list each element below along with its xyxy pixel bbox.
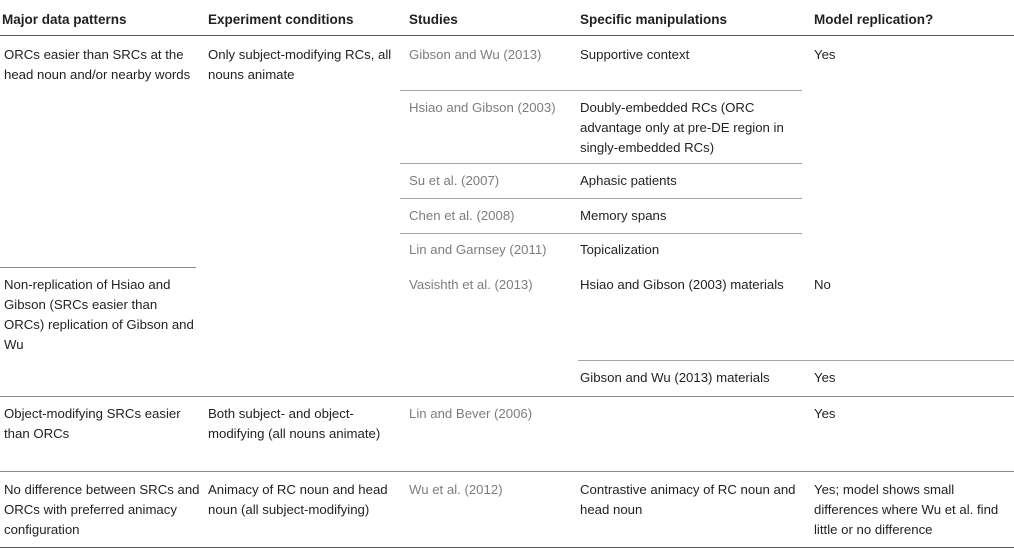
row1-study-4: Chen et al. (2008): [409, 208, 515, 223]
row4-replication: Yes; model shows small differences where Wu et al. find little or no difference: [814, 482, 999, 537]
row2-replication-2: Yes: [814, 370, 836, 385]
row1-study-1: Gibson and Wu (2013): [409, 47, 542, 62]
row1-pattern: ORCs easier than SRCs at the head noun and/or nearby words: [4, 47, 191, 82]
row1-condition: Only subject-modifying RCs, all nouns animate: [208, 47, 392, 82]
row1-divider-4: [400, 233, 802, 234]
row1-study-5: Lin and Garnsey (2011): [409, 242, 547, 257]
row1-study-2: Hsiao and Gibson (2003): [409, 100, 556, 115]
header-major-data-patterns: Major data patterns: [2, 12, 127, 27]
row1-manipulation-4: Memory spans: [580, 208, 667, 223]
row1-bottom-divider-left: [0, 267, 196, 268]
row1-divider-3: [400, 198, 802, 199]
row3-replication: Yes: [814, 406, 836, 421]
row2-bottom-divider: [0, 396, 1014, 397]
row3-study: Lin and Bever (2006): [409, 406, 533, 421]
row1-manipulation-1: Supportive context: [580, 47, 690, 62]
row1-manipulation-3: Aphasic patients: [580, 173, 677, 188]
row4-study: Wu et al. (2012): [409, 482, 503, 497]
header-divider: [0, 35, 1014, 36]
header-model-replication: Model replication?: [814, 12, 934, 27]
row2-manipulation-1: Hsiao and Gibson (2003) materials: [580, 277, 784, 292]
row1-divider-2: [400, 163, 802, 164]
row4-pattern: No difference between SRCs and ORCs with preferred animacy configuration: [4, 482, 200, 537]
row2-divider-1: [578, 360, 1014, 361]
row3-bottom-divider: [0, 471, 1014, 472]
row4-condition: Animacy of RC noun and head noun (all subject-modifying): [208, 482, 388, 517]
row4-manipulation: Contrastive animacy of RC noun and head noun: [580, 482, 796, 517]
header-studies: Studies: [409, 12, 458, 27]
row1-replication: Yes: [814, 47, 836, 62]
header-specific-manipulations: Specific manipulations: [580, 12, 728, 27]
table-bottom-rule: [0, 547, 1014, 548]
header-experiment-conditions: Experiment conditions: [208, 12, 354, 27]
row2-pattern: Non-replication of Hsiao and Gibson (SRCs easier than ORCs) replication of Gibson and Wu: [4, 277, 194, 352]
row1-manipulation-5: Topicalization: [580, 242, 660, 257]
row2-replication-1: No: [814, 277, 831, 292]
row1-divider-1: [400, 90, 802, 91]
row2-study: Vasishth et al. (2013): [409, 277, 533, 292]
row2-manipulation-2: Gibson and Wu (2013) materials: [580, 370, 770, 385]
row3-condition: Both subject- and object-modifying (all nouns animate): [208, 406, 381, 441]
row1-study-3: Su et al. (2007): [409, 173, 500, 188]
row1-manipulation-2: Doubly-embedded RCs (ORC advantage only at pre-DE region in singly-embedded RCs): [580, 100, 784, 155]
row3-pattern: Object-modifying SRCs easier than ORCs: [4, 406, 181, 441]
